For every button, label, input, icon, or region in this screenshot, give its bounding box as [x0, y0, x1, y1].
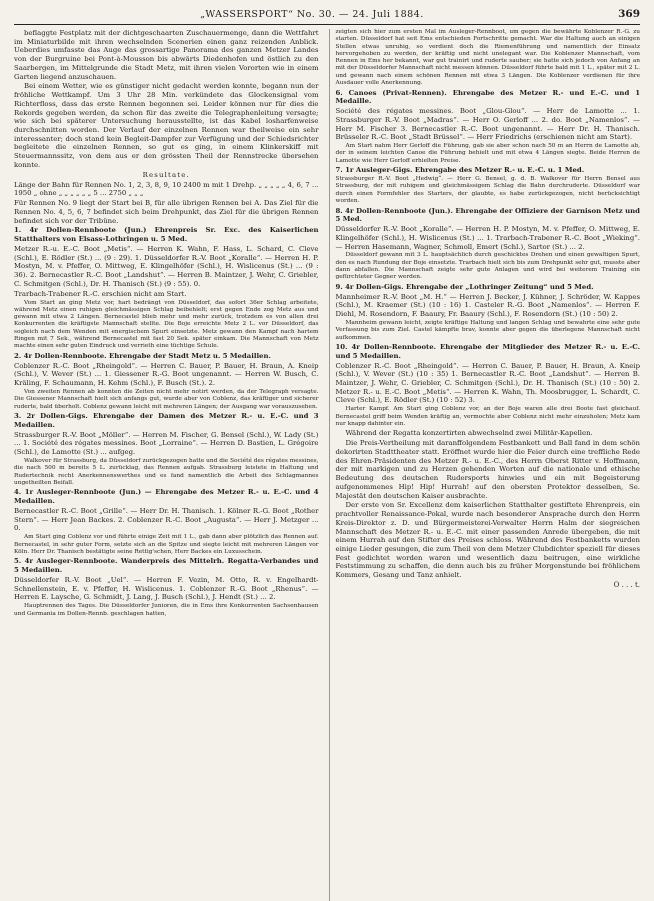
race-report: Düsseldorf gewann mit 3 L. hauptsächlich durch geschicktes Drehen und einen gewaltigen Spurt, den es nach Rundung der Boje einsetzte. Trarbach hielt sich bis zum Drehpunkt sehr gut, musste aber dann abfallen. Die Mannschaft zeigte sehr gute Anlagen und wird bei weiterem Training ein gefürchteter Gegner werden.	[335, 252, 640, 281]
race-note: Trarbach-Trabener R.-C. erschien nicht am Start.	[14, 289, 187, 298]
page-header	[14, 8, 640, 25]
paragraph: beflaggte Festplatz mit der dichtgeschaarten Zuschauermenge, dann die Wettfahrt im Miniaturbilde mit ihren wechselnden Scenerien einen ganz reizenden Anblick. Ueberdies umfasste das Auge das grossartige Panorama des ganzen Metzer Landes von der Burgruine bei Pont-à-Mousson bis abwärts Diedenhofen und östlich zu den Saarbergen, im Mittelgrunde die Stadt Metz, mit ihren vielen Vororten wie in einem Garten liegend anzuschauen.	[14, 29, 319, 81]
paragraph: Der erste von Sr. Excellenz dem kaiserlichen Statthalter gestiftete Ehrenpreis, ein prachtvoller Renaissance-Pokal, wurde nach besonderer Ansprache durch den Herrn Kreis-Direktor z. D. und Bürgermeisterei-Verwalter Herrn Halm der siegreichen Mannschaft des Metzer R.- u. E.-C. mit einer passenden Anrede übergeben, die mit einem Hurrah auf den Stifter des Preises schloss. Während des Festbanketts wurden einige Lieder gesungen, die zum Theil von dem Metzer Clubdichter speziell für dieses Fest gedichtet worden waren und wesentlich dazu beitrugen, eine wirkliche Feststimmung zu schaffen, die denn auch bis zu früher Morgenstunde bei fröhlichem Kommers, Gesang und Tanz anhielt.	[335, 501, 640, 580]
start-finish-note: Für Rennen No. 9 liegt der Start bei B, für alle übrigen Rennen bei A. Das Ziel für die Rennen No. 4, 5, 6, 7 befindet sich beim Drehpunkt, das Ziel für die übrigen Rennen befindet sich vor der Tribüne.	[14, 199, 319, 225]
race-result: Düsseldorfer R.-V. Boot „Koralle“. — Herren H. P. Mostyn, M. v. Pfeffer, O. Mittweg, E. Klingelhöfer (Schl.), H. Wislicenus (St.) ... 1. Trarbach-Trabener R.-C. Boot „Wieking“. — Herren Hasemann, Wagner, Schmoll, Emert (Schl.), Sartor (St.) ... 2.	[335, 225, 640, 251]
article-columns	[14, 29, 640, 901]
race-title: 1. 4r Dollen-Rennboote (Jun.) Ehrenpreis Sr. Exc. des Kaiserlichen Statthalters von Elsass-Lothringen u. 5 Med.	[14, 226, 319, 244]
race-report: Am Start nahm Herr Gerloff die Führung, gab sie aber schon nach 50 m an Herrn de Lamotte ab, der in seinem leichten Canoe die Führung behielt und mit etwa 4 Längen siegte. Beide Herren de Lamotte wie Herr Gerloff erhielten Preise.	[335, 143, 640, 164]
race-result: Mannheimer R.-V. Boot „M. H.“ — Herren J. Becker, J. Kühner, J. Schröder, W. Kappes (Schl.), M. Kraemer (St.) (10 : 16) 1. Casteler R.-G. Boot „Namenlos“. — Herren F. Diehl, M. Rosendorn, F. Baaury, Fr. Baaury (Schl.), F. Rosendorn (St.) (10 : 50) 2.	[335, 292, 640, 319]
race-report: zeigten sich hier zum ersten Mal im Ausleger-Rennboot, um gegen die bewährte Koblenzer R.-G. zu starten. Düsseldorf hat seit Ems entschieden Fortschritte gemacht. War die Haltung auch an einigen Stellen etwas unruhig, so verdient doch die Riemenführung und namentlich der Einsatz hervorgehoben zu werden, der kräftig und nicht unelegant war. Die Koblenzer Mannschaft, vom Rennen in Ems her bekannt, war gut trainirt und ruderte sauber; sie hatte sich jedoch von Anfang an mit der Düsseldorfer Mannschaft nicht messen können. Düsseldorf führte bald mit 1 L., später mit 2 L. und gewann nach einem schönen Rennen mit etwa 3 Längen. Die Koblenzer verdienen für ihre Ausdauer volle Anerkennung.	[335, 29, 640, 87]
race-title: 9. 4r Dollen-Gigs. Ehrengabe der „Lothringer Zeitung“ und 5 Med.	[335, 282, 594, 291]
race-report: Harter Kampf. Am Start ging Coblenz vor, an der Boje waren alle drei Boote fast gleichauf. Bernecastel griff beim Wenden kräftig an, vermochte aber Coblenz nicht mehr einzuholen; Metz kam nur knapp dahinter ein.	[335, 406, 640, 427]
page-number: 369	[618, 8, 640, 20]
race-result: Metzer R.-u. E.-C. Boot „Metis“. — Herren K. Wahn, F. Hass, L. Schard, C. Cleve (Schl.), E. Rödler (St.) ... (9 : 29). 1. Düsseldorfer R.-V. Boot „Koralle“. — Herren H. P. Mostyn, M. v. Pfeffer, O. Mittweg, E. Klingelhöfer (Schl.), H. Wislicenus (St.) ... (9 : 36). 2. Bernecastler R.-C. Boot „Landshut“. — Herren B. Maintzer, J. Wehr, C. Griebler, C. Schmitgen (Schl.), Dr. H. Thanisch (St.) (9 : 55). 0.	[14, 245, 319, 288]
left-column	[14, 29, 319, 901]
race-result: Coblenzer R.-C. Boot „Rheingold“. — Herren C. Bauer, P. Bauer, H. Braun, A. Kneip (Schl.), V. Wever (St.) ... 1. Giessener R.-G. Boot ungenannt. — Herren W. Busch, C. Kräling, F. Schaumann, H. Kehm (Schl.), F. Busch (St.). 2.	[14, 361, 319, 388]
race-report: Walkover für Strassburg, da Düsseldorf zurückgezogen hatte und die Société des régates messines, die nach 500 m bereits 5 L. zurücklag, das Rennen aufgab. Strassburg leistete in Haltung und Rudertechnik recht Anerkennenswerthes und es fand namentlich die Arbeit des Schlagmannes ungetheilten Beifall.	[14, 458, 319, 486]
race-title: 2. 4r Dollen-Rennboote. Ehrengabe der Stadt Metz u. 5 Medaillen.	[14, 351, 271, 360]
race-result: Strassburger R.-V. Boot „Möller“. — Herren M. Fischer, G. Bensel (Schl.), W. Lady (St.) ... 1. Société des régates messines. Boot „Lorraine“. — Herren D. Bastien, L. Grégoire (Schl.), de Lamotte (St.) ... aufgeg.	[14, 430, 319, 457]
race-title: 8. 4r Dollen-Rennboote (Jun.). Ehrengabe der Offiziere der Garnison Metz und 5 Med.	[335, 206, 640, 224]
race-report: Von zweiten Rennen ab konnten die Zeiten nicht mehr notirt werden, da der Telegraph versagte. Die Giessener Mannschaft hielt sich anfangs gut, wurde aber von Coblenz, das kräftiger und sicherer ruderte, bald überholt. Coblenz gewann leicht mit mehreren Längen; der Ausgang war vorauszusehen.	[14, 389, 319, 410]
race-title: 4. 1r Ausleger-Rennboote (Jun.) — Ehrengabe des Metzer R.- u. E.-C. und 4 Medaillen.	[14, 488, 319, 506]
race-report: Vom Start an ging Metz vor, hart bedrängt von Düsseldorf, das sofort 36er Schlag arbeitete, während Metz einen ruhigen gleichmässigen Schlag beibehielt; erst gegen Ende zog Metz aus und gewann mit etwa 2 Längen. Bernecastel blieb mehr und mehr zurück, trotzdem es von allen drei Konkurrenten die kräftigste Mannschaft stellte. Die Boje erreichte Metz 2 L. vor Düsseldorf, das sogleich nach dem Wenden mit energischem Spurt einsetzte. Metz gewann den Kampf nach hartem Ringen mit 7 Sek., während Bernecastel mit fast 20 Sek. später einkam. Die Mannschaft von Metz machte einen sehr guten Eindruck und verrieth eine tüchtige Schule.	[14, 299, 319, 350]
race-title: 5. 4r Ausleger-Rennboote. Wanderpreis des Mittelrh. Regatta-Verbandes und 5 Medaillen.	[14, 557, 319, 575]
track-lengths: Länge der Bahn für Rennen No. 1, 2, 3, 8, 9, 10 2400 m mit 1 Drehp. „ „ „ „ „ 4, 6, 7 ... 1950 „ ohne „ „ „ „ „ „ 5 ... 2750 „ „ „	[14, 180, 319, 198]
paragraph: Die Preis-Vertheilung mit daranffolgendem Festbankett und Ball fand in dem schön dekorirten Stadttheater statt. Eröffnet wurde hier die Feier durch eine treffliche Rede des Ehren-Präsidenten des Metzer R.- u. E.-C., des Herrn Oberst Ritter v. Hoffmann, der mit markigen und zu Herzen gehenden Worten auf die nationale und ethische Bedeutung des deutschen Rudersports hinwies und ein mit Begeisterung aufgenommenes Hip! Hip! Hurrah! auf den obersten Protektor desselben, Se. Majestät den deutschen Kaiser ausbrachte.	[335, 439, 640, 500]
race-report: Mannheim gewann leicht, zeigte kräftige Haltung und langen Schlag und bewahrte eine sehr gute Verfassung bis zum Ziel. Castel kämpfte brav, konnte aber gegen die überlegene Mannschaft nicht aufkommen.	[335, 319, 640, 341]
race-result: Strassburger R.-V. Boot „Hedwig“. — Herr G. Bensel, g. d. B. Walkover für Herrn Bensel aus Strassburg, der mit ruhigem und gleichmässigem Schlag die Bahn durchruderte. Düsseldorf war durch einen Formfehler des Starters, der glaubte, es habe zurückgezogen, nicht berücksichtigt worden.	[335, 176, 640, 205]
race-report: Am Start ging Coblenz vor und führte einige Zeit mit 1 L., gab dann aber plötzlich das Rennen auf. Bernecastel, in sehr guter Form, setzte sich an die Spitze und siegte leicht mit mehreren Längen vor Köln. Herr Dr. Thanisch bestätigte seine Rettig'schen, Herr Backes ein Luxusschein.	[14, 534, 319, 555]
race-report: Hauptrennen des Tages. Die Düsseldorfer Junioren, die in Ems ihre Konkurrenten Sachsenhausen und Germania im Dollen-Rennb. geschlagen hatten,	[14, 603, 319, 617]
race-result: Bernecastler R.-C. Boot „Grille“. — Herr Dr. H. Thanisch. 1. Kölner R.-G. Boot „Rother Stern“. — Herr Jean Backes. 2. Coblenzer R.-C. Boot „Augusta“. — Herr J. Metzger ... 0.	[14, 506, 319, 533]
race-title: 3. 2r Dollen-Gigs. Ehrengabe der Damen des Metzer R.- u. E.-C. und 3 Medaillen.	[14, 412, 319, 429]
publication-title: „WASSERSPORT“ No. 30. — 24. Juli 1884.	[200, 9, 424, 20]
race-result: Société des régates messines. Boot „Glou-Glou“. — Herr de Lamotte ... 1. Strassburger R.-V. Boot „Madras“. — Herr O. Gerloff ... 2. do. Boot „Namenlos“. — Herr M. Fischer 3. Bernecastler R.-C. Boot ungenannt. — Herr Dr. H. Thanisch. Brüsseler R.-C. Boot „Stadt Brüssel“. — Herr Friedrichs (erschienen nicht am Start).	[335, 107, 640, 142]
race-title: 6. Canoes (Privat-Rennen). Ehrengabe des Metzer R.- und E.-C. und 1 Medaille.	[335, 88, 640, 106]
race-title: 7. 1r Ausleger-Gigs. Ehrengabe des Metzer R.- u. E.-C. u. 1 Med.	[335, 166, 585, 175]
race-title: 10. 4r Dollen-Rennboote. Ehrengabe der Mitglieder des Metzer R.- u. E.-C. und 5 Medaillen.	[335, 343, 640, 360]
author-signature: O . . . t.	[613, 580, 640, 589]
results-heading: Resultate.	[142, 170, 190, 179]
paragraph: Bei einem Wetter, wie es günstiger nicht gedacht werden konnte, begann nun der fröhliche Wettkampf. Um 3 Uhr 28 Min. verkündete das Glockensignal vom Richterfloss, dass das erste Rennen begonnen sei. Leider können nur für dies die Rekords gegeben werden, da schon für das zweite die Telegraphenleitung versagte; wie sich bei späterer Untersuchung herausstellte, ist das Kabel losharfenweise durchschnitten worden. Der Verlauf der einzelnen Rennen war theilweise ein sehr interessanter; doch stand kein Begleit-Dampfer zur Verfügung und der Schiedsrichter begleitete die einzelnen Rennen, so gut es ging, in einem Klinkerskiff mit Steuermannssitz, von dem aus er den grössten Theil der Rennstrecke übersehen konnte.	[14, 82, 319, 169]
right-column	[329, 29, 641, 901]
paragraph: Während der Regatta konzertirten abwechselnd zwei Militär-Kapellen.	[345, 429, 593, 438]
race-result: Düsseldorfer R.-V. Boot „Uel“. — Herren F. Vezin, M. Otto, R. v. Engelhardt-Schnellenstein, E. v. Pfeffer, H. Wislicenus. 1. Coblenzer R.-G. Boot „Rhenus“. — Herren E. Laysche, G. Schmidt, J. Lang, J. Busch (Schl.), J. Hendt (St.) ... 2.	[14, 575, 319, 602]
race-result: Coblenzer R.-C. Boot „Rheingold“. — Herren C. Bauer, P. Bauer, H. Braun, A. Kneip (Schl.), V. Wever (St.) (10 : 35) 1. Bernecastler R.-C. Boot „Landshut“. — Herren B. Maintzer, J. Wehr, C. Griebler, C. Schmitgen (Schl.), Dr. H. Thanisch (St.) (10 : 50) 2. Metzer R.- u. E.-C. Boot „Metis“. — Herren K. Wahn, Th. Moosbrugger, L. Schardt, C. Cleve (Schl.), E. Rödler (St.) (10 : 52) 3.	[335, 361, 640, 405]
